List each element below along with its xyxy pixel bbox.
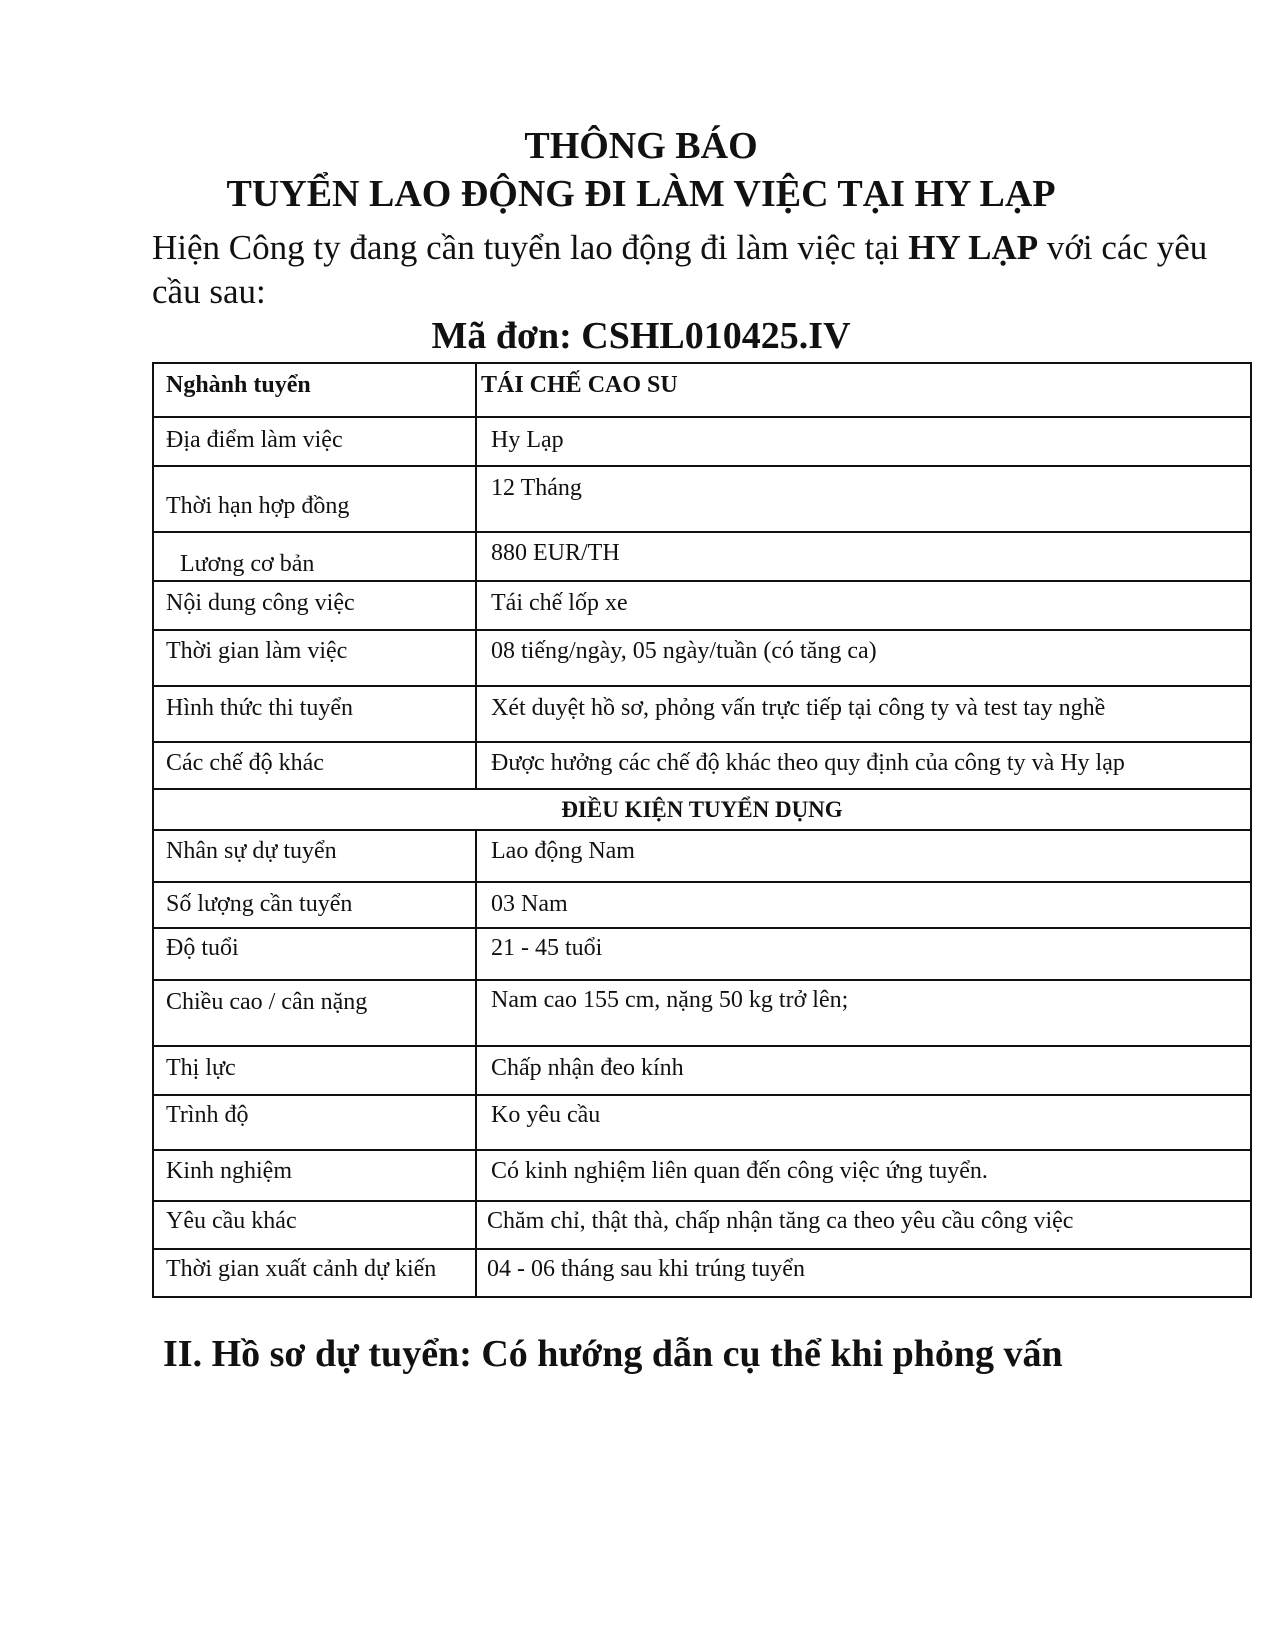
table-row <box>153 980 1251 1046</box>
row-value-text: 03 Nam <box>491 891 568 917</box>
row-value-text: Lao động Nam <box>491 838 635 864</box>
row-value <box>476 928 1251 980</box>
industry-label-text: Nghành tuyển <box>166 372 311 398</box>
order-code: Mã đơn: CSHL010425.IV <box>431 315 851 357</box>
row-value-text: Có kinh nghiệm liên quan đến công việc ứng tuyển. <box>491 1158 988 1184</box>
table-row <box>153 830 1251 882</box>
row-label-text: Chiều cao / cân nặng <box>166 989 368 1015</box>
intro-country: HY LẠP <box>908 228 1039 267</box>
row-label <box>153 1201 476 1249</box>
row-label <box>153 1046 476 1095</box>
row-label <box>153 1095 476 1150</box>
row-label <box>153 1150 476 1201</box>
row-value-text: Tái chế lốp xe <box>491 590 628 616</box>
row-value-text: Được hưởng các chế độ khác theo quy định của công ty và Hy lạp <box>491 750 1125 776</box>
row-label-text: Nội dung công việc <box>166 590 355 616</box>
table-row <box>153 630 1251 686</box>
row-label-text: Thời hạn hợp đồng <box>166 493 350 519</box>
row-value-text: Hy Lạp <box>491 427 564 453</box>
row-label-text: Thị lực <box>166 1055 236 1081</box>
row-value <box>476 1046 1251 1095</box>
row-label-text: Số lượng cần tuyển <box>166 891 353 917</box>
notice-title: THÔNG BÁO <box>524 125 758 167</box>
row-label <box>153 417 476 466</box>
industry-value <box>476 363 1251 417</box>
table-row <box>153 1249 1251 1297</box>
row-label-text: Các chế độ khác <box>166 750 324 776</box>
row-value <box>476 980 1251 1046</box>
table-row <box>153 581 1251 630</box>
row-value <box>476 1150 1251 1201</box>
row-label-text: Lương cơ bản <box>180 551 315 577</box>
row-value-text: 12 Tháng <box>491 475 582 501</box>
row-value <box>476 1249 1251 1297</box>
row-label-text: Độ tuổi <box>166 935 239 961</box>
row-value <box>476 630 1251 686</box>
row-label <box>153 742 476 789</box>
row-value-text: 04 - 06 tháng sau khi trúng tuyển <box>487 1256 805 1282</box>
row-value <box>476 830 1251 882</box>
row-value-text: Chấp nhận đeo kính <box>491 1055 684 1081</box>
row-label <box>153 686 476 742</box>
row-label <box>153 532 476 581</box>
row-value <box>476 742 1251 789</box>
row-value <box>476 1095 1251 1150</box>
row-value-text: 08 tiếng/ngày, 05 ngày/tuần (có tăng ca) <box>491 638 877 664</box>
row-label-text: Hình thức thi tuyển <box>166 695 353 721</box>
table-row <box>153 882 1251 928</box>
row-value-text: 880 EUR/TH <box>491 540 620 566</box>
industry-label <box>153 363 476 417</box>
row-label <box>153 882 476 928</box>
table-row-section <box>153 789 1251 830</box>
row-label-text: Yêu cầu khác <box>166 1208 297 1234</box>
row-label-text: Địa điểm làm việc <box>166 427 343 453</box>
row-label <box>153 830 476 882</box>
table-row-industry <box>153 363 1251 417</box>
row-value <box>476 466 1251 532</box>
row-label-text: Thời gian xuất cảnh dự kiến <box>166 1256 437 1282</box>
intro-paragraph <box>152 226 1242 314</box>
table-row <box>153 417 1251 466</box>
table-row <box>153 1046 1251 1095</box>
row-value-text: Xét duyệt hồ sơ, phỏng vấn trực tiếp tại công ty và test tay nghề <box>491 695 1106 721</box>
recruitment-conditions-heading: ĐIỀU KIỆN TUYỂN DỤNG <box>153 789 1251 830</box>
row-label <box>153 466 476 532</box>
row-label-text: Trình độ <box>166 1102 249 1128</box>
application-docs-heading: II. Hồ sơ dự tuyển: Có hướng dẫn cụ thể khi phỏng vấn <box>163 1333 1063 1375</box>
intro-text-after: với các yêu cầu sau: <box>152 228 1208 311</box>
row-label-text: Thời gian làm việc <box>166 638 348 664</box>
job-requirements-table <box>152 362 1252 1298</box>
table-row <box>153 928 1251 980</box>
row-value-text: Nam cao 155 cm, nặng 50 kg trở lên; <box>491 987 849 1013</box>
table-row <box>153 1095 1251 1150</box>
row-value-text: Ko yêu cầu <box>491 1102 601 1128</box>
table-row <box>153 1150 1251 1201</box>
industry-value-text: TÁI CHẾ CAO SU <box>481 372 678 398</box>
row-value <box>476 882 1251 928</box>
intro-text-before: Hiện Công ty đang cần tuyển lao động đi làm việc tại <box>152 228 909 267</box>
row-label-text: Kinh nghiệm <box>166 1158 292 1184</box>
table-row <box>153 742 1251 789</box>
row-value <box>476 532 1251 581</box>
row-value <box>476 1201 1251 1249</box>
row-label <box>153 1249 476 1297</box>
row-label <box>153 630 476 686</box>
row-label <box>153 980 476 1046</box>
table-row <box>153 466 1251 532</box>
table-row <box>153 532 1251 581</box>
row-label <box>153 581 476 630</box>
row-label-text: Nhân sự dự tuyển <box>166 838 337 864</box>
notice-subtitle: TUYỂN LAO ĐỘNG ĐI LÀM VIỆC TẠI HY LẠP <box>226 173 1056 215</box>
row-value <box>476 581 1251 630</box>
table-row <box>153 686 1251 742</box>
row-value <box>476 417 1251 466</box>
row-label <box>153 928 476 980</box>
table-row <box>153 1201 1251 1249</box>
row-value-text: Chăm chỉ, thật thà, chấp nhận tăng ca theo yêu cầu công việc <box>487 1208 1074 1234</box>
row-value <box>476 686 1251 742</box>
row-value-text: 21 - 45 tuổi <box>491 935 603 961</box>
